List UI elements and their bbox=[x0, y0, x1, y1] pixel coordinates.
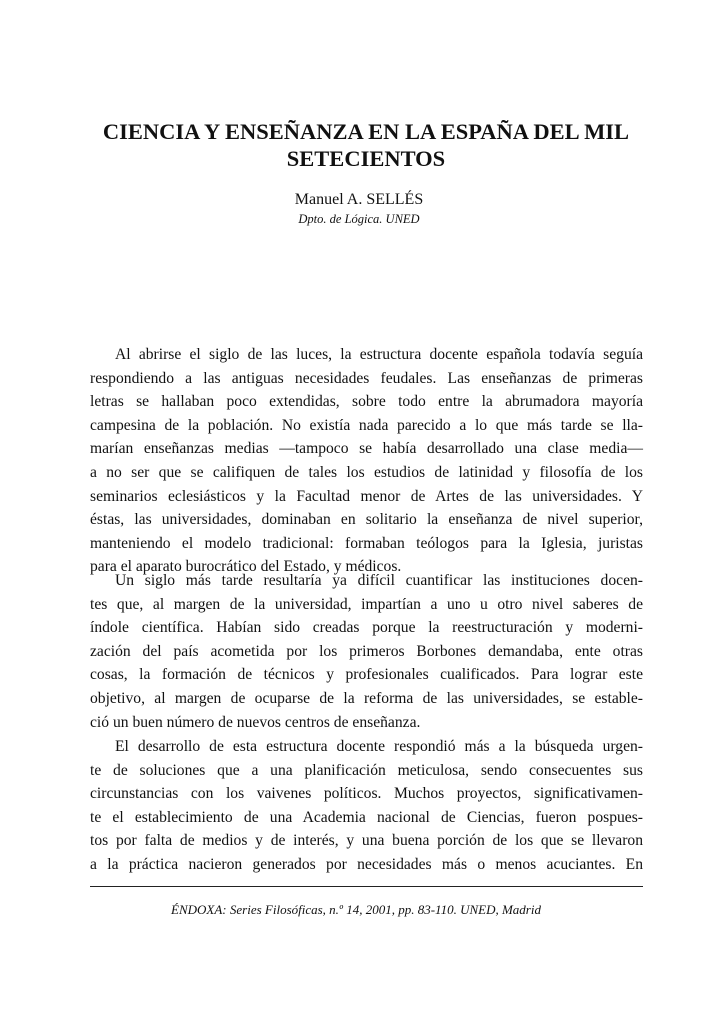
text-line: te el establecimiento de una Academia nacional de Ciencias, fueron pospues- bbox=[90, 808, 643, 826]
paragraph-2 bbox=[90, 569, 643, 734]
article-title bbox=[60, 118, 672, 172]
text-line: te de soluciones que a una planificación meticulosa, sendo consecuentes sus bbox=[90, 761, 643, 779]
text-line: objetivo, al margen de ocuparse de la reforma de las universidades, se estable- bbox=[90, 689, 643, 707]
text-line: ció un buen número de nuevos centros de enseñanza. bbox=[90, 713, 421, 731]
title-line: SETECIENTOS bbox=[286, 146, 446, 171]
text-line: a no ser que se califiquen de tales los estudios de latinidad y filosofía de los bbox=[90, 463, 643, 481]
text-line: índole científica. Habían sido creadas porque la reestructuración y moderni- bbox=[90, 619, 643, 637]
text-line: letras se hallaban poco extendidas, sobre todo entre la abrumadora mayoría bbox=[90, 393, 643, 411]
text-line: tes que, al margen de la universidad, impartían a uno u otro nivel saberes de bbox=[90, 595, 643, 613]
text-line: manteniendo el modelo tradicional: formaban teólogos para la Iglesia, juristas bbox=[90, 534, 643, 552]
paragraph-3 bbox=[90, 735, 643, 877]
text-line: Al abrirse el siglo de las luces, la estructura docente española todavía seguía bbox=[115, 346, 643, 363]
paragraph-1 bbox=[90, 343, 643, 579]
text-line: tos por falta de medios y de interés, y una buena porción de los que se llevaron bbox=[90, 832, 643, 850]
text-line: campesina de la población. No existía nada parecido a lo que más tarde se lla- bbox=[90, 416, 643, 434]
text-line: El desarrollo de esta estructura docente respondió más a la búsqueda urgen- bbox=[115, 738, 643, 755]
text-line: circunstancias con los vaivenes políticos. Muchos proyectos, significativamen- bbox=[90, 785, 643, 803]
text-line: Un siglo más tarde resultaría ya difícil cuantificar las instituciones docen- bbox=[115, 572, 643, 589]
text-line: marían enseñanzas medias —tampoco se había desarrollado una clase media— bbox=[90, 440, 643, 458]
journal-citation: ÉNDOXA: Series Filosóficas, n.º 14, 2001, pp. 83-110. UNED, Madrid bbox=[171, 902, 541, 917]
text-line: para el aparato burocrático del Estado, y médicos. bbox=[90, 558, 402, 576]
text-line: éstas, las universidades, dominaban en solitario la enseñanza de nivel superior, bbox=[90, 511, 643, 529]
author-affiliation: Dpto. de Lógica. UNED bbox=[298, 212, 420, 226]
text-line: zación del país acometida por los primeros Borbones demandaba, ente otras bbox=[90, 642, 643, 660]
text-line: seminarios eclesiásticos y la Facultad menor de Artes de las universidades. Y bbox=[90, 487, 643, 505]
title-line: CIENCIA Y ENSEÑANZA EN LA ESPAÑA DEL MIL bbox=[102, 119, 630, 144]
text-line: cosas, la formación de técnicos y profesionales cualificados. Para lograr este bbox=[90, 666, 643, 684]
text-line: a la práctica nacieron generados por necesidades más o menos acuciantes. En bbox=[90, 855, 643, 873]
footer-divider bbox=[90, 886, 643, 887]
author-name: Manuel A. SELLÉS bbox=[294, 191, 424, 208]
text-line: respondiendo a las antiguas necesidades feudales. Las enseñanzas de primeras bbox=[90, 369, 643, 387]
